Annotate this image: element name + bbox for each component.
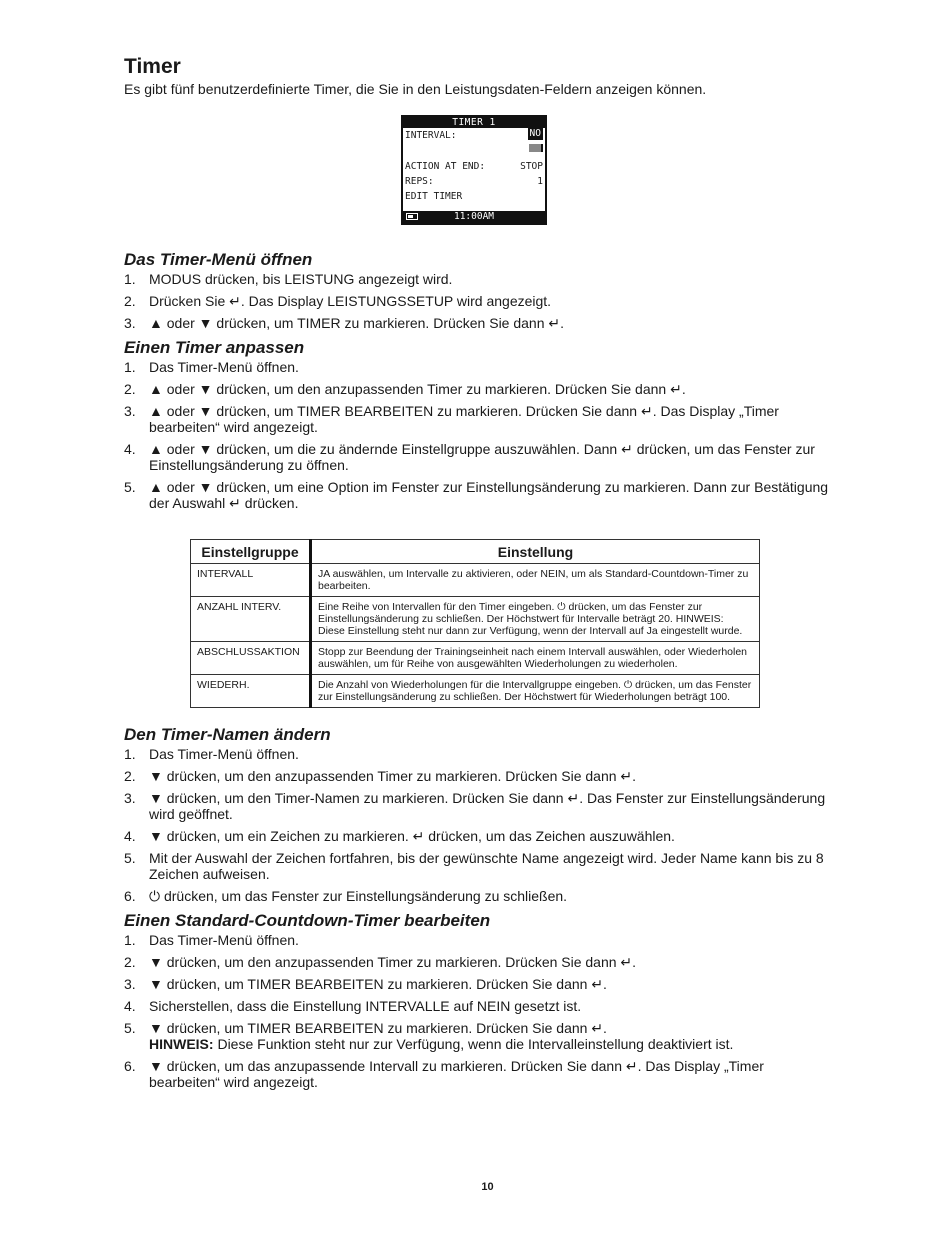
note-label: HINWEIS: bbox=[149, 1036, 214, 1052]
list-item: 1. Das Timer-Menü öffnen. bbox=[124, 932, 299, 948]
list-item: 2. ▼ drücken, um den anzupassenden Timer zu markieren. Drücken Sie dann ↵. bbox=[124, 768, 637, 784]
page-title: Timer bbox=[124, 55, 181, 78]
list-item: 6. ▼ drücken, um das anzupassende Intervall zu markieren. Drücken Sie dann ↵. Das Display „Timer bearbeiten“ wird angezeigt. bbox=[124, 1058, 764, 1090]
lcd-footer bbox=[403, 211, 545, 223]
lcd-time: 11:00AM bbox=[453, 211, 495, 222]
note-text: Diese Funktion steht nur zur Verfügung, wenn die Intervalleinstellung deaktiviert ist. bbox=[217, 1036, 734, 1052]
table-cell: ANZAHL INTERV. bbox=[191, 597, 311, 642]
step-list bbox=[124, 746, 834, 904]
section-heading: Einen Standard-Countdown-Timer bearbeiten bbox=[124, 911, 491, 930]
list-item: 4. ▲ oder ▼ drücken, um die zu ändernde Einstellgruppe auszuwählen. Dann ↵ drücken, um das Fenster zur Einstellungsänderung zu öffnen. bbox=[124, 441, 815, 473]
section-open-menu bbox=[124, 249, 834, 331]
lcd-reps-label: REPS: bbox=[405, 176, 434, 187]
table-cell: Stopp zur Beendung der Trainingseinheit nach einem Intervall auswählen, oder Wiederholen auswählen, um für Reihe von ausgewählten Wiederholungen zu wiederholen. bbox=[311, 642, 760, 675]
lcd-scroll-indicator bbox=[529, 144, 543, 152]
intro-text: Es gibt fünf benutzerdefinierte Timer, die Sie in den Leistungsdaten-Feldern anzeigen können. bbox=[124, 81, 707, 97]
list-item: 2. ▼ drücken, um den anzupassenden Timer zu markieren. Drücken Sie dann ↵. bbox=[124, 954, 637, 970]
table-header: Einstellgruppe bbox=[191, 540, 311, 564]
section-adjust-timer bbox=[124, 337, 834, 511]
document-page bbox=[124, 54, 834, 1096]
table-cell: JA auswählen, um Intervalle zu aktivieren, oder NEIN, um als Standard-Countdown-Timer zu bearbeiten. bbox=[311, 564, 760, 597]
step-list bbox=[124, 359, 834, 511]
lcd-action-row bbox=[403, 159, 545, 174]
list-item: 5. ▼ drücken, um TIMER BEARBEITEN zu markieren. Drücken Sie dann ↵. HINWEIS: Diese Funktion steht nur zur Verfügung, wenn die Intervalleinstellung deaktiviert ist. bbox=[124, 1020, 734, 1052]
list-item: 1. MODUS drücken, bis LEISTUNG angezeigt wird. bbox=[124, 271, 453, 287]
lcd-screen bbox=[401, 115, 547, 225]
section-heading: Einen Timer anpassen bbox=[124, 338, 305, 357]
step-list bbox=[124, 932, 834, 1090]
table-cell: Eine Reihe von Intervallen für den Timer eingeben. ⏻ drücken, um das Fenster zur Einstellungsänderung zu schließen. Der Höchstwert für Intervalle beträgt 20. HINWEIS: Diese Einstellung steht nur dann zur Verfügung, wenn der Intervall auf Ja eingestellt wurde. bbox=[311, 597, 760, 642]
battery-icon bbox=[406, 213, 418, 220]
lcd-interval-label: INTERVAL: bbox=[405, 130, 457, 141]
list-item: 3. ▼ drücken, um TIMER BEARBEITEN zu markieren. Drücken Sie dann ↵. bbox=[124, 976, 607, 992]
section-heading: Das Timer-Menü öffnen bbox=[124, 250, 313, 269]
list-item: 2. ▲ oder ▼ drücken, um den anzupassenden Timer zu markieren. Drücken Sie dann ↵. bbox=[124, 381, 686, 397]
table-cell: ABSCHLUSSAKTION bbox=[191, 642, 311, 675]
lcd-edit-row bbox=[403, 189, 545, 204]
list-item: 4. ▼ drücken, um ein Zeichen zu markieren. ↵ drücken, um das Zeichen auszuwählen. bbox=[124, 828, 675, 844]
lcd-header: TIMER 1 bbox=[403, 117, 545, 128]
list-item: 5. Mit der Auswahl der Zeichen fortfahren, bis der gewünschte Name angezeigt wird. Jeder Name kann bis zu 8 Zeichen aufweisen. bbox=[124, 850, 824, 882]
list-item: 3. ▲ oder ▼ drücken, um TIMER zu markieren. Drücken Sie dann ↵. bbox=[124, 315, 565, 331]
lcd-interval-row bbox=[403, 128, 545, 143]
list-item: 1. Das Timer-Menü öffnen. bbox=[124, 746, 299, 762]
lcd-edit-label: EDIT TIMER bbox=[405, 191, 463, 202]
list-item: 5. ▲ oder ▼ drücken, um eine Option im Fenster zur Einstellungsänderung zu markieren. Dann zur Bestätigung der Auswahl ↵ drücken. bbox=[124, 479, 829, 511]
table-row bbox=[191, 642, 760, 675]
section-rename-timer bbox=[124, 724, 834, 904]
table-cell: WIEDERH. bbox=[191, 675, 311, 708]
table-row bbox=[191, 597, 760, 642]
list-item: 3. ▼ drücken, um den Timer-Namen zu markieren. Drücken Sie dann ↵. Das Fenster zur Einstellungsänderung wird geöffnet. bbox=[124, 790, 826, 822]
lcd-reps-row bbox=[403, 174, 545, 189]
step-list bbox=[124, 271, 834, 331]
table-cell: Die Anzahl von Wiederholungen für die Intervallgruppe eingeben. ⏻ drücken, um das Fenster zur Einstellungsänderung zu schließen. Der Höchstwert für Wiederholungen beträgt 100. bbox=[311, 675, 760, 708]
settings-table bbox=[190, 539, 760, 708]
list-item: 2. Drücken Sie ↵. Das Display LEISTUNGSSETUP wird angezeigt. bbox=[124, 293, 552, 309]
page-number: 10 bbox=[481, 1181, 494, 1193]
list-item: 1. Das Timer-Menü öffnen. bbox=[124, 359, 299, 375]
lcd-action-label: ACTION AT END: bbox=[405, 161, 486, 172]
table-row bbox=[191, 675, 760, 708]
lcd-slider-row bbox=[403, 143, 545, 153]
section-countdown-timer bbox=[124, 910, 834, 1090]
lcd-interval-value: NO bbox=[529, 128, 541, 139]
table-row bbox=[191, 564, 760, 597]
list-item: 6. ⏻ drücken, um das Fenster zur Einstellungsänderung zu schließen. bbox=[124, 888, 568, 904]
list-item: 3. ▲ oder ▼ drücken, um TIMER BEARBEITEN zu markieren. Drücken Sie dann ↵. Das Display „Timer bearbeiten“ wird angezeigt. bbox=[124, 403, 779, 435]
section-heading: Den Timer-Namen ändern bbox=[124, 725, 331, 744]
lcd-action-value: STOP bbox=[520, 161, 543, 172]
table-header: Einstellung bbox=[311, 540, 760, 564]
list-item: 4. Sicherstellen, dass die Einstellung INTERVALLE auf NEIN gesetzt ist. bbox=[124, 998, 582, 1014]
table-cell: INTERVALL bbox=[191, 564, 311, 597]
lcd-illustration-wrap bbox=[114, 115, 834, 225]
lcd-reps-value: 1 bbox=[537, 176, 543, 187]
